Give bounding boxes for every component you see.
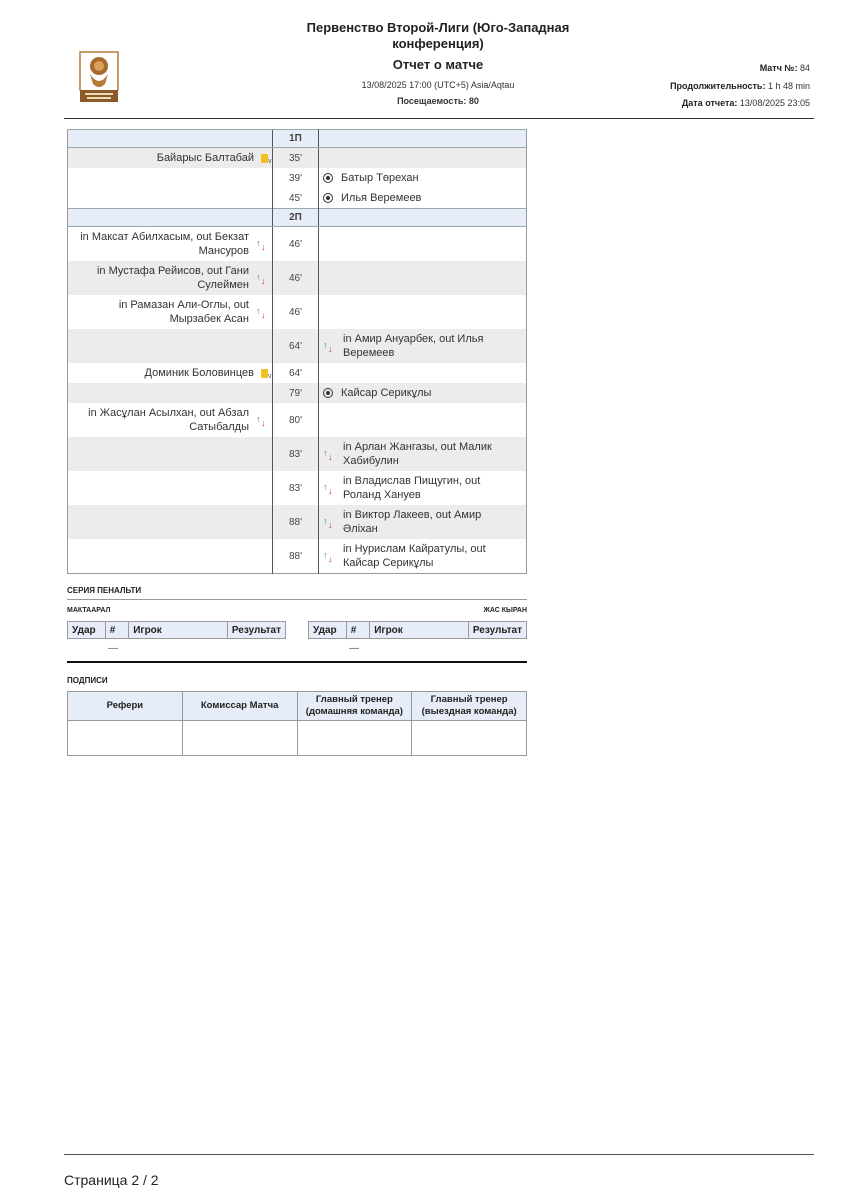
event-minute: 46' xyxy=(273,227,319,262)
substitution-icon xyxy=(323,516,335,528)
event-row xyxy=(68,505,527,539)
divider-thick xyxy=(67,661,527,663)
event-minute: 46' xyxy=(273,261,319,295)
col-result: Результат xyxy=(227,622,285,639)
event-right-text: Кайсар Серикұлы xyxy=(341,387,432,399)
period-row-2 xyxy=(68,209,527,227)
home-team-name: МАКТААРАЛ xyxy=(67,607,111,614)
event-left-text: in Жасұлан Асылхан, out Абзал Сатыбалды xyxy=(88,407,249,433)
substitution-icon xyxy=(256,306,268,318)
event-minute: 83' xyxy=(273,437,319,471)
match-datetime: 13/08/2025 17:00 (UTC+5) Asia/Aqtau xyxy=(361,80,515,90)
report-date xyxy=(682,98,810,108)
match-number xyxy=(760,63,810,73)
event-minute: 35' xyxy=(273,148,319,169)
attendance-value: 80 xyxy=(468,96,479,106)
league-logo xyxy=(76,50,122,106)
event-row xyxy=(68,188,527,209)
event-right-text: in Нурислам Кайратулы, out Кайсар Серикұлы xyxy=(343,543,486,569)
away-penalty-empty: — xyxy=(349,643,359,654)
signatures-table xyxy=(67,691,527,756)
event-right-text: in Виктор Лакеев, out Амир Әліхан xyxy=(343,509,482,535)
attendance xyxy=(294,96,582,106)
goal-ball-icon xyxy=(323,193,333,203)
event-row xyxy=(68,539,527,574)
substitution-icon xyxy=(256,272,268,284)
event-row xyxy=(68,437,527,471)
event-row xyxy=(68,329,527,363)
duration xyxy=(670,81,810,91)
signatures-title: ПОДПИСИ xyxy=(67,676,108,685)
goal-ball-icon xyxy=(323,388,333,398)
event-minute: 88' xyxy=(273,505,319,539)
sign-col-commissioner: Комиссар Матча xyxy=(182,692,297,721)
substitution-icon xyxy=(323,340,335,352)
footer-divider xyxy=(64,1154,814,1155)
period-row-1 xyxy=(68,130,527,148)
event-row xyxy=(68,471,527,505)
event-row xyxy=(68,168,527,188)
sign-col-referee: Рефери xyxy=(68,692,183,721)
sign-col-away-coach: Главный тренер (выездная команда) xyxy=(412,692,527,721)
substitution-icon xyxy=(323,448,335,460)
event-minute: 46' xyxy=(273,295,319,329)
substitution-icon xyxy=(256,238,268,250)
page-number: Страница 2 / 2 xyxy=(64,1172,159,1188)
event-right-text: Илья Веремеев xyxy=(341,192,422,204)
col-number: # xyxy=(346,622,370,639)
away-penalty-table xyxy=(308,621,527,639)
event-row xyxy=(68,403,527,437)
event-minute: 45' xyxy=(273,188,319,209)
col-shot: Удар xyxy=(309,622,347,639)
event-row xyxy=(68,227,527,262)
event-right-text: Батыр Төрехан xyxy=(341,172,419,184)
assist-ball-icon xyxy=(323,173,333,183)
event-row xyxy=(68,148,527,169)
event-right-text: in Владислав Пищугин, out Роланд Хануев xyxy=(343,475,481,501)
event-minute: 64' xyxy=(273,329,319,363)
attendance-label: Посещаемость: xyxy=(397,96,467,106)
substitution-icon xyxy=(323,550,335,562)
report-header xyxy=(64,0,814,119)
report-subtitle: Отчет о матче xyxy=(392,57,484,72)
event-minute: 79' xyxy=(273,383,319,403)
duration-label: Продолжительность: xyxy=(670,81,766,91)
event-row xyxy=(68,295,527,329)
col-result: Результат xyxy=(468,622,526,639)
event-left-text: in Максат Абилхасым, out Бекзат Мансуров xyxy=(80,231,249,257)
divider xyxy=(67,599,527,600)
event-minute: 64' xyxy=(273,363,319,383)
event-minute: 88' xyxy=(273,539,319,574)
event-left-text: in Мустафа Рейисов, out Гани Сулеймен xyxy=(96,265,249,291)
home-penalty-empty: — xyxy=(108,643,118,654)
period-label: 1П xyxy=(273,130,319,148)
duration-value: 1 h 48 min xyxy=(767,81,810,91)
sign-cell-referee xyxy=(68,721,183,756)
sign-cell-away-coach xyxy=(412,721,527,756)
event-minute: 83' xyxy=(273,471,319,505)
yellow-card-icon xyxy=(261,369,268,378)
event-minute: 39' xyxy=(273,168,319,188)
col-player: Игрок xyxy=(370,622,469,639)
sign-cell-home-coach xyxy=(297,721,412,756)
penalties-title: СЕРИЯ ПЕНАЛЬТИ xyxy=(67,586,142,595)
event-left-text: Доминик Боловинцев xyxy=(144,367,254,379)
event-right-text: in Амир Ануарбек, out Илья Веремеев xyxy=(343,333,484,359)
report-date-value: 13/08/2025 23:05 xyxy=(739,98,810,108)
substitution-icon xyxy=(323,482,335,494)
substitution-icon xyxy=(256,414,268,426)
col-number: # xyxy=(105,622,129,639)
event-right-text: in Арлан Жангазы, out Малик Хабибулин xyxy=(343,441,492,467)
event-row xyxy=(68,261,527,295)
sign-cell-commissioner xyxy=(182,721,297,756)
yellow-card-icon xyxy=(261,154,268,163)
event-left-text: Байарыс Балтабай xyxy=(156,152,254,164)
report-date-label: Дата отчета: xyxy=(681,98,738,108)
col-shot: Удар xyxy=(68,622,106,639)
match-number-label: Матч №: xyxy=(759,63,798,73)
col-player: Игрок xyxy=(129,622,228,639)
match-events-table xyxy=(67,129,527,574)
period-label: 2П xyxy=(273,209,319,227)
competition-title: Первенство Второй-Лиги (Юго-Западная конференция) xyxy=(306,20,570,51)
event-minute: 80' xyxy=(273,403,319,437)
match-number-value: 84 xyxy=(799,63,810,73)
away-team-name: ЖАС КЫРАН xyxy=(483,607,527,614)
home-penalty-table xyxy=(67,621,286,639)
event-row xyxy=(68,363,527,383)
event-row xyxy=(68,383,527,403)
event-left-text: in Рамазан Али-Оглы, out Мырзабек Асан xyxy=(118,299,249,325)
sign-col-home-coach: Главный тренер (домашняя команда) xyxy=(297,692,412,721)
